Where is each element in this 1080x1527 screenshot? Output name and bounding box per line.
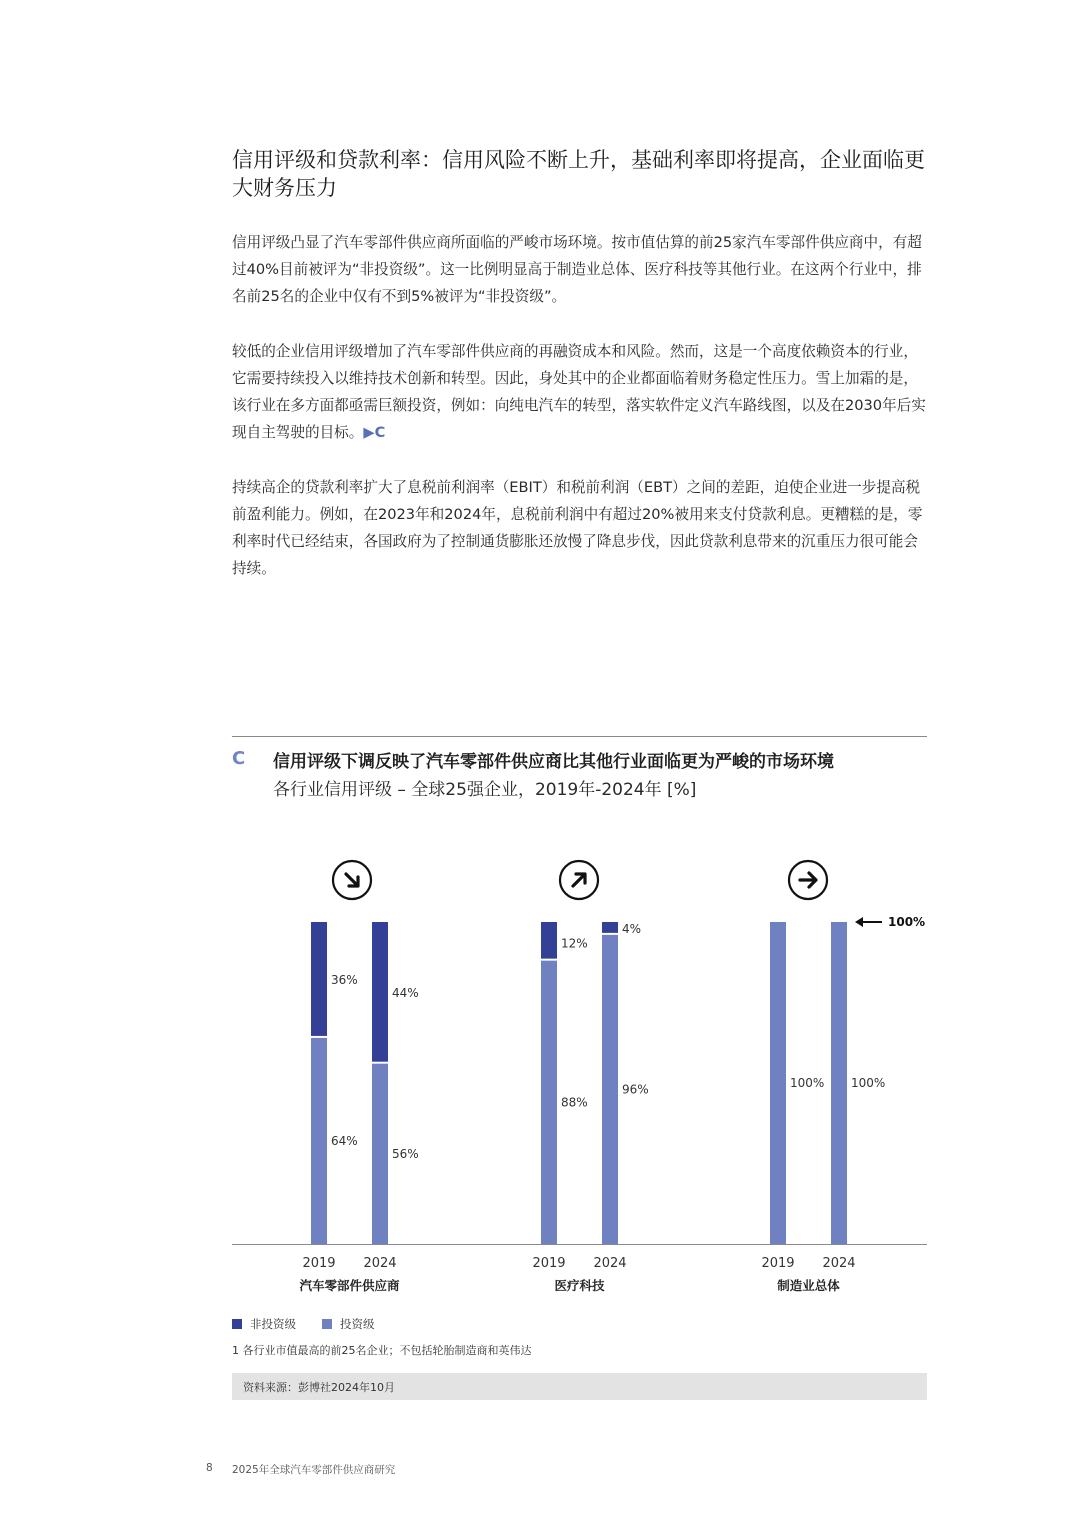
legend-swatch-non-investment [232,1319,242,1329]
bar-1-1-non-label: 4% [622,922,642,936]
annotation-100-label: 100% [888,915,926,929]
bar-0-0-investment [311,1038,327,1244]
group-label-0: 汽车零部件供应商 [299,1278,400,1293]
legend-item-non-investment [232,1316,296,1332]
bar-2-1-inv-label: 100% [851,1076,886,1090]
exhibit-subtitle: 各行业信用评级 – 全球25强企业，2019年-2024年 [%] [273,780,697,800]
source-bar [232,1373,927,1400]
bar-0-0-non-investment [311,922,327,1036]
chart-legend [232,1316,375,1332]
legend-label-non-investment: 非投资级 [250,1317,296,1331]
source-text: 资料来源：彭博社2024年10月 [243,1381,395,1394]
bar-0-0-inv-label: 64% [331,1133,358,1148]
year-label-2-1: 2024 [822,1256,856,1271]
bar-1-0-non-label: 12% [561,936,588,951]
group-label-2: 制造业总体 [777,1278,840,1293]
bar-0-1-inv-label: 56% [392,1146,419,1161]
year-label-2-0: 2019 [761,1256,795,1271]
exhibit-ref-link[interactable]: ▶C [363,424,386,441]
paragraph-3: 持续高企的贷款利率扩大了息税前利润率（EBIT）和税前利润（EBT）之间的差距，迫使企业进一步提高税前盈利能力。例如，在2023年和2024年，息税前利润中有超过20%被用来支付贷款利息。更糟糕的是，零利率时代已经结束，各国政府为了控制通货膨胀还放慢了降息步伐，因此贷款利息带来的沉重压力很可能会持续。 [232,479,923,577]
year-label-0-1: 2024 [363,1256,397,1271]
bar-0-1-non-label: 44% [392,985,419,1000]
bar-1-0-investment [541,961,557,1244]
legend-label-investment: 投资级 [340,1317,375,1331]
bar-0-1-non-investment [372,922,388,1062]
bar-0-0-non-label: 36% [331,972,358,987]
exhibit-letter: C [232,748,246,769]
legend-item-investment [322,1316,375,1332]
document-name: 2025年全球汽车零部件供应商研究 [232,1464,396,1476]
page-number: 8 [206,1462,213,1474]
group-label-1: 医疗科技 [554,1278,605,1293]
bar-1-1-inv-label: 96% [622,1082,649,1097]
paragraph-2-text: 较低的企业信用评级增加了汽车零部件供应商的再融资成本和风险。然而，这是一个高度依赖资本的行业，它需要持续投入以维持技术创新和转型。因此，身处其中的企业都面临着财务稳定性压力。雪上加霜的是，该行业在多方面都亟需巨额投资，例如：向纯电汽车的转型，落实软件定义汽车路线图，以及在2030年后实现自主驾驶的目标。 [232,343,926,441]
year-label-0-0: 2019 [302,1256,336,1271]
page-heading: 信用评级和贷款利率：信用风险不断上升，基础利率即将提高，企业面临更大财务压力 [232,148,925,200]
annotation-arrowhead-icon [855,917,863,927]
legend-swatch-investment [322,1319,332,1329]
year-label-1-0: 2019 [532,1256,566,1271]
exhibit-title: 信用评级下调反映了汽车零部件供应商比其他行业面临更为严峻的市场环境 [273,752,834,772]
bar-1-0-inv-label: 88% [561,1095,588,1110]
bar-1-1-non-investment [602,922,618,933]
bar-0-1-investment [372,1064,388,1244]
paragraph-1: 信用评级凸显了汽车零部件供应商所面临的严峻市场环境。按市值估算的前25家汽车零部件供应商中，有超过40%目前被评为“非投资级”。这一比例明显高于制造业总体、医疗科技等其他行业。在这两个行业中，排名前25名的企业中仅有不到5%被评为“非投资级”。 [232,234,922,305]
bar-1-0-non-investment [541,922,557,959]
bar-2-0-inv-label: 100% [790,1076,825,1090]
chart-footnote: 1 各行业市值最高的前25名企业；不包括轮胎制造商和英伟达 [232,1344,532,1357]
bar-2-0-investment [770,922,786,1244]
bar-1-1-investment [602,935,618,1244]
year-label-1-1: 2024 [593,1256,627,1271]
bar-2-1-investment [831,922,847,1244]
